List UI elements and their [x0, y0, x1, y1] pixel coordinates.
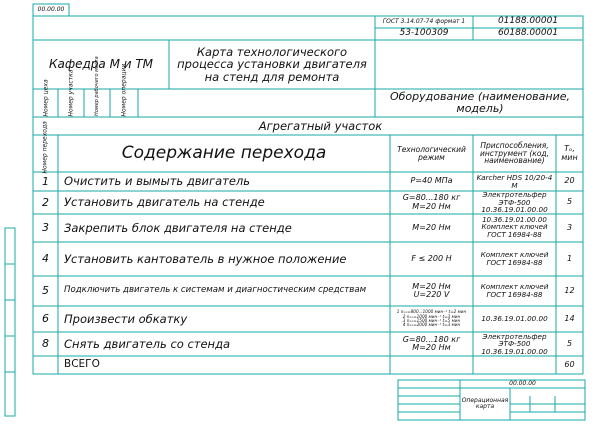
col-workplace-no: Номер рабочего места	[94, 56, 100, 116]
section-name: Агрегатный участок	[258, 118, 383, 133]
col-transition-no: Номер перехода	[41, 121, 49, 174]
row-time: 14	[564, 313, 575, 323]
department: Кафедра М и ТМ	[48, 57, 154, 72]
row-content: Подключить двигатель к системам и диагностическим средствам	[64, 285, 367, 296]
stamp-code: 00.00.00	[509, 379, 536, 387]
row-time: 12	[564, 285, 575, 295]
col-equipment: Оборудование (наименование, модель)	[389, 90, 571, 115]
col-mode: Технологический режим	[397, 144, 466, 162]
row-tooling: Электротельфер ЭТФ-500 10.36.19.01.00.00	[481, 331, 548, 356]
row-tooling: Комплект ключей ГОСТ 16984-88	[480, 250, 549, 267]
row-mode: P=40 МПа	[410, 176, 453, 186]
col-time: Tₒ, мин	[561, 144, 578, 162]
row-time: 1	[566, 253, 573, 263]
row-time: 20	[564, 176, 575, 186]
row-mode: 1 nₓₓ=800...1000 мин⁻¹ t=2 мин 2 nₓₓ=1000 мин⁻¹ t=3 мин 3 nₓₓ=1500 мин⁻¹ t=5 мин 4 nₓₓ=2000 мин⁻¹ t=3 мин	[396, 309, 467, 328]
row-content: Установить кантователь в нужное положение	[64, 251, 347, 266]
col-shop-no: Номер цеха	[42, 79, 50, 117]
row-mode: M=20 Нм	[412, 222, 451, 232]
col-operation-no: Номер операции	[120, 63, 128, 117]
row-time: 3	[566, 222, 573, 232]
row-number: 4	[42, 252, 49, 266]
row-tooling: 10.36.19.01.00.00 Комплект ключей ГОСТ 16984-88	[481, 215, 548, 239]
row-number: 2	[42, 195, 49, 209]
code-2: 53-100309	[399, 28, 449, 39]
row-tooling: Электротельфер ЭТФ-500 10.36.19.01.00.00	[481, 190, 548, 215]
total-time: 60	[564, 359, 575, 369]
row-time: 5	[566, 197, 573, 207]
row-content: Произвести обкатку	[64, 311, 188, 326]
row-mode: G=80...180 кг M=20 Нм	[402, 193, 461, 211]
row-tooling: Karcher HDS 10/20-4 M	[476, 172, 553, 190]
col-section-no: Номер участка	[67, 69, 75, 117]
row-number: 1	[42, 174, 49, 188]
row-number: 6	[42, 312, 49, 326]
row-mode: G=80...180 кг M=20 Нм	[402, 334, 461, 352]
row-tooling: 10.36.19.01.00.00	[481, 314, 548, 324]
card-title: Карта технологического процесса установки двигателя на стенд для ремонта	[177, 45, 367, 84]
row-time: 5	[566, 338, 573, 348]
row-number: 3	[42, 221, 49, 235]
row-mode: F ≤ 200 Н	[411, 253, 452, 263]
row-content: Снять двигатель со стенда	[64, 336, 231, 351]
row-content: Очистить и вымыть двигатель	[64, 174, 251, 189]
col-content: Содержание перехода	[121, 142, 327, 163]
row-number: 5	[42, 284, 49, 298]
gost-label: ГОСТ 3.14.07-74 формат 1	[382, 17, 466, 25]
row-content: Закрепить блок двигателя на стенде	[64, 220, 292, 235]
total-label: ВСЕГО	[64, 358, 100, 371]
stamp-name: Операционная карта	[461, 396, 509, 410]
col-tooling: Приспособления, инструмент (код, наименование)	[479, 140, 549, 166]
row-number: 8	[42, 337, 49, 351]
doc-code-1: 01188.00001	[497, 16, 559, 27]
row-mode: M=20 Нм U=220 V	[412, 281, 451, 299]
top-code: 00.00.00	[37, 5, 65, 13]
row-tooling: Комплект ключей ГОСТ 16984-88	[480, 282, 549, 299]
row-content: Установить двигатель на стенде	[64, 195, 265, 210]
doc-code-2: 60188.00001	[497, 28, 559, 39]
